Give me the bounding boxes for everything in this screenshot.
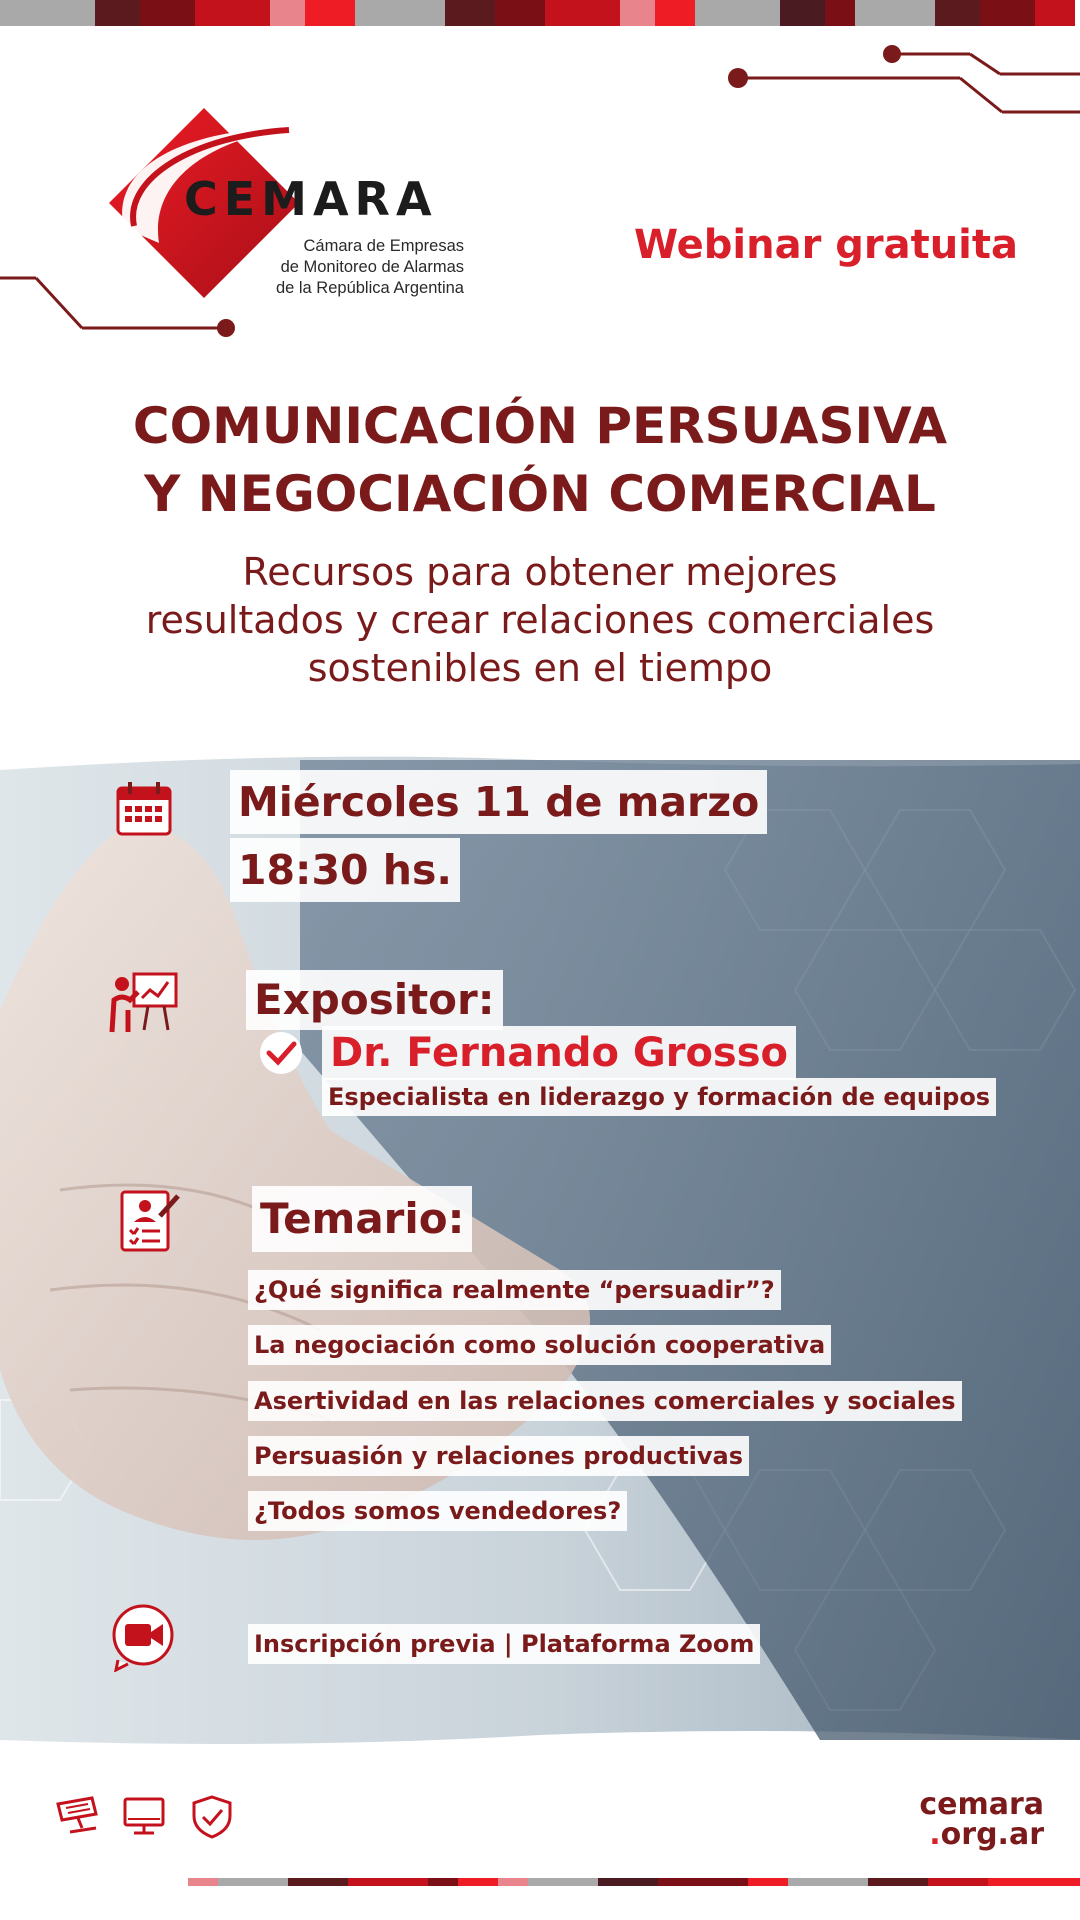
website-url-dot: . [929,1817,941,1852]
video-camera-icon [108,1602,178,1672]
security-camera-icon [52,1794,106,1838]
logo-wordmark: CEMARA [184,172,438,226]
circuit-decoration-top-right [720,40,1080,120]
website-url-line1: cemara [919,1787,1044,1822]
event-subtitle-line: resultados y crear relaciones comerciales [145,598,935,642]
agenda-topic: ¿Qué significa realmente “persuadir”? [248,1270,781,1310]
website-url[interactable] [919,1787,1044,1852]
speaker-label: Expositor: [246,970,503,1030]
logo-subtitle-line: de Monitoreo de Alarmas [280,258,464,276]
agenda-topic: Persuasión y relaciones productivas [248,1436,749,1476]
event-subtitle-line: Recursos para obtener mejores [242,550,838,594]
event-title-line: COMUNICACIÓN PERSUASIVA [132,397,948,455]
speaker-name: Dr. Fernando Grosso [322,1026,796,1080]
logo-subtitle [254,236,464,299]
website-url-line2 [919,1817,1044,1852]
top-color-stripe [0,0,1080,26]
monitor-icon [122,1796,166,1836]
shield-check-icon [190,1794,234,1840]
agenda-label: Temario: [252,1186,472,1252]
cemara-logo [104,108,464,318]
calendar-icon [114,778,174,838]
bottom-color-stripe [188,1878,1080,1886]
event-time: 18:30 hs. [230,838,460,902]
event-subtitle [60,548,1020,692]
agenda-topic: Asertividad en las relaciones comerciales y sociales [248,1381,962,1421]
checklist-icon [116,1186,182,1256]
event-title-line: Y NEGOCIACIÓN COMERCIAL [144,465,936,523]
webinar-tag: Webinar gratuita [633,222,1018,268]
logo-subtitle-line: Cámara de Empresas [303,237,464,255]
speaker-role: Especialista en liderazgo y formación de equipos [322,1078,996,1116]
agenda-topic: La negociación como solución cooperativa [248,1325,831,1365]
presenter-icon [108,970,180,1034]
registration-info: Inscripción previa | Plataforma Zoom [248,1624,760,1664]
check-icon [258,1030,304,1076]
event-date: Miércoles 11 de marzo [230,770,767,834]
event-subtitle-line: sostenibles en el tiempo [307,646,773,690]
event-title [40,392,1040,528]
agenda-topic: ¿Todos somos vendedores? [248,1491,627,1531]
website-url-domain: org.ar [940,1817,1044,1852]
logo-subtitle-line: de la República Argentina [275,279,464,297]
